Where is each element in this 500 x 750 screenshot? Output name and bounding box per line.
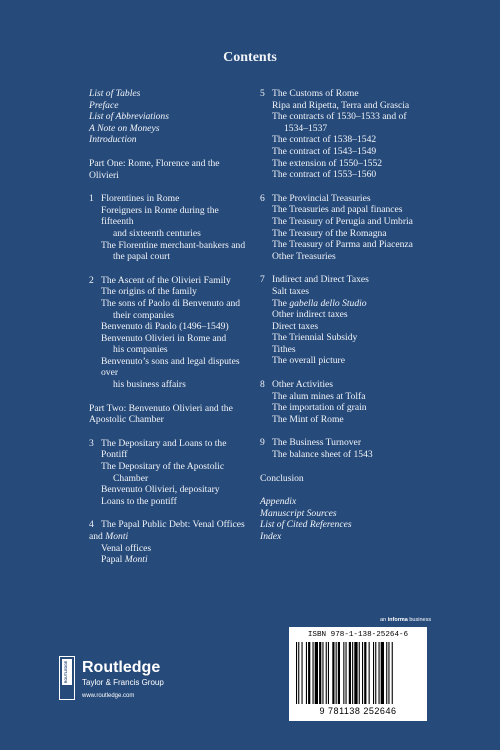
- toc-introduction: Introduction: [89, 134, 137, 146]
- toc-section: Direct taxes: [272, 320, 319, 332]
- toc-index: Index: [260, 531, 282, 542]
- chapter-title: The Business Turnover: [272, 437, 362, 449]
- toc-section: The Treasury of the Romagna: [272, 227, 387, 239]
- toc-section-cont: the papal court: [113, 251, 171, 263]
- svg-text:ROUTLEDGE: ROUTLEDGE: [64, 660, 68, 684]
- chapter-title: Indirect and Direct Taxes: [272, 274, 369, 286]
- chapter-number: 4: [89, 519, 94, 531]
- toc-section: The Mint of Rome: [272, 413, 344, 425]
- toc-section: The contract of 1543–1549: [272, 145, 377, 157]
- toc-conclusion: Conclusion: [260, 472, 304, 484]
- toc-section: The contract of 1538–1542: [272, 134, 377, 146]
- toc-section: The overall picture: [272, 355, 345, 367]
- toc-section: The Treasuries and papal finances: [272, 204, 403, 216]
- chapter-title: Florentines in Rome: [101, 193, 180, 205]
- chapter-title: The Provincial Treasuries: [272, 192, 371, 204]
- publisher-group: Taylor & Francis Group: [82, 678, 164, 687]
- chapter-title: Other Activities: [272, 379, 334, 391]
- toc-chapter-5: [260, 88, 430, 100]
- informa-prefix: an: [380, 617, 388, 623]
- toc-section: Benvenuto Olivieri, depositary: [101, 484, 220, 496]
- chapter-title-cont: [89, 531, 251, 543]
- chapter-title: The Depositary and Loans to the Pontiff: [101, 437, 227, 461]
- toc-part-one: Part One: Rome, Florence and the Olivieri: [89, 157, 220, 181]
- chapter-number: 5: [260, 88, 265, 99]
- chapter-number: 1: [89, 193, 94, 205]
- barcode-digits: 9 781138 252646: [319, 706, 397, 716]
- toc-manuscript-sources: Manuscript Sources: [260, 507, 337, 519]
- chapter-number: 2: [89, 274, 94, 286]
- toc-chapter-9: [260, 437, 430, 449]
- toc-preface: Preface: [89, 99, 119, 111]
- toc-chapter-7: [260, 274, 430, 286]
- toc-appendix: Appendix: [260, 496, 297, 508]
- toc-section-cont: Chamber: [113, 472, 149, 484]
- toc-section: The sons of Paolo di Benvenuto and: [101, 297, 241, 309]
- contents-left-column: [89, 88, 251, 566]
- toc-section: Loans to the pontiff: [101, 495, 177, 507]
- toc-part-two-cont: Apostolic Chamber: [89, 414, 164, 426]
- toc-section-cont: his business affairs: [113, 379, 186, 391]
- publisher-brand: [82, 659, 164, 701]
- toc-chapter-3: [89, 438, 251, 461]
- toc-section: The Florentine merchant-bankers and: [101, 239, 246, 251]
- toc-chapter-4: [89, 519, 251, 531]
- toc-note-on-moneys: A Note on Moneys: [89, 122, 160, 134]
- toc-section: The Depositary of the Apostolic: [101, 461, 225, 473]
- informa-business-tagline: [380, 617, 431, 623]
- toc-section: The balance sheet of 1543: [272, 449, 373, 461]
- chapter-number: 3: [89, 437, 94, 449]
- toc-chapter-8: [260, 379, 430, 391]
- contents-right-column: [260, 88, 430, 543]
- toc-chapter-2: [89, 275, 251, 287]
- toc-section: [260, 298, 430, 310]
- informa-word: informa: [387, 617, 408, 623]
- chapter-title-monti: Monti: [105, 531, 129, 542]
- toc-section: Tithes: [272, 343, 296, 355]
- toc-section: Salt taxes: [272, 285, 310, 297]
- toc-section: Other indirect taxes: [272, 309, 348, 321]
- chapter-number: 7: [260, 274, 265, 286]
- toc-section: The contract of 1553–1560: [272, 169, 377, 181]
- toc-section: Benvenuto Olivieri in Rome and: [101, 332, 227, 344]
- toc-list-of-tables: List of Tables: [89, 88, 141, 99]
- toc-part-two: Part Two: Benvenuto Olivieri and the: [89, 402, 233, 414]
- toc-section: The Treasury of Perugia and Umbria: [272, 215, 413, 227]
- publisher-url: www.routledge.com: [82, 693, 135, 699]
- isbn-text: ISBN 978-1-138-25264-6: [307, 631, 409, 639]
- publisher-name: Routledge: [82, 659, 161, 676]
- toc-section: The Triennial Subsidy: [272, 332, 358, 344]
- section-monti: Monti: [124, 554, 148, 566]
- toc-section-cont: his companies: [113, 344, 168, 356]
- toc-section: The alum mines at Tolfa: [272, 390, 366, 402]
- contents-heading: Contents: [223, 50, 277, 65]
- barcode-icon: [296, 642, 420, 704]
- toc-section: Benvenuto’s sons and legal disputes over: [101, 355, 240, 379]
- toc-list-of-abbreviations: List of Abbreviations: [89, 111, 169, 123]
- toc-section: The extension of 1550–1552: [272, 157, 383, 169]
- toc-section: [89, 554, 251, 566]
- chapter-title-and: and: [89, 531, 106, 542]
- toc-section: Venal offices: [101, 542, 152, 554]
- toc-chapter-6: [260, 193, 430, 205]
- toc-cited-references: List of Cited References: [260, 519, 352, 531]
- toc-section: The importation of grain: [272, 402, 367, 414]
- toc-section: Benvenuto di Paolo (1496–1549): [101, 321, 229, 333]
- toc-section-cont: 1534–1537: [284, 122, 328, 134]
- toc-section-cont: their companies: [113, 309, 175, 321]
- toc-section: Other Treasuries: [272, 250, 336, 262]
- chapter-title: The Papal Public Debt: Venal Offices: [101, 519, 245, 531]
- toc-section: The origins of the family: [101, 286, 197, 298]
- toc-section: Ripa and Ripetta, Terra and Grascia: [272, 99, 410, 111]
- chapter-title: The Customs of Rome: [272, 88, 359, 99]
- toc-section: The Treasury of Parma and Piacenza: [272, 239, 413, 251]
- isbn-barcode-box: [289, 627, 427, 721]
- section-papal: Papal: [101, 554, 125, 566]
- toc-section-cont: and sixteenth centuries: [113, 227, 201, 239]
- chapter-number: 8: [260, 379, 265, 391]
- routledge-logo-icon: [59, 656, 75, 700]
- section-gabella: gabella dello Studio: [289, 297, 367, 309]
- toc-section: The contracts of 1530–1533 and of: [272, 111, 407, 123]
- informa-suffix: business: [407, 617, 432, 623]
- toc-chapter-1: [89, 193, 251, 205]
- chapter-number: 6: [260, 192, 265, 204]
- section-the: The: [272, 297, 290, 309]
- chapter-title: The Ascent of the Olivieri Family: [101, 274, 231, 286]
- chapter-number: 9: [260, 437, 265, 449]
- toc-section: Foreigners in Rome during the fifteenth: [101, 204, 219, 228]
